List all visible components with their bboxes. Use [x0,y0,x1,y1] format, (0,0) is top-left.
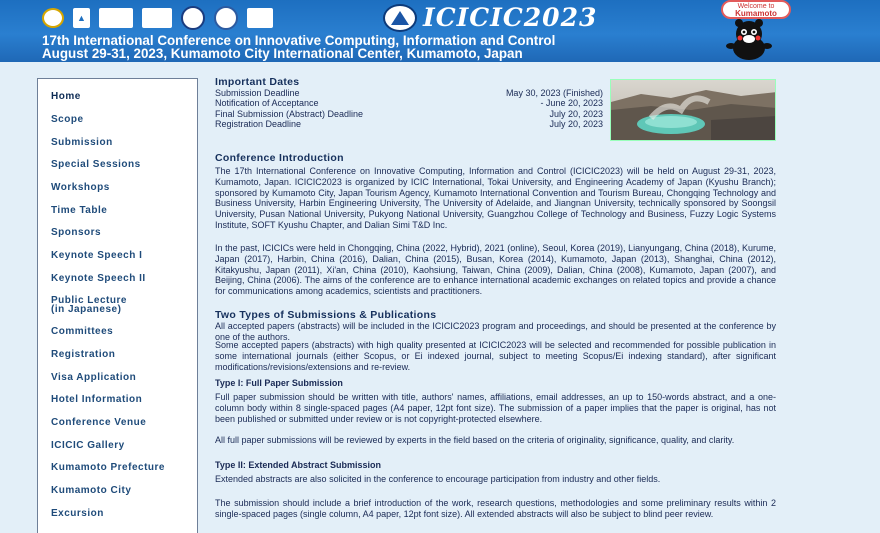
welcome-small-text: Welcome to [737,3,775,10]
sidebar-item-keynote-speech-1[interactable]: Keynote Speech I [51,250,143,261]
date-value-submission: May 30, 2023 (Finished) [505,88,603,98]
type2-paragraph-1: Extended abstracts are also solicited in the conference to encourage participation from industry and other fields. [215,474,661,484]
sponsor-logo-3[interactable] [99,8,133,28]
date-label-submission: Submission Deadline [215,88,300,98]
header-conference-name: 17th International Conference on Innovative Computing, Information and Control [42,33,556,48]
welcome-badge [721,0,791,19]
date-value-registration: July 20, 2023 [549,119,603,129]
type2-paragraph-2: The submission should include a brief introduction of the work, research questions, methodologies and some preliminary results within 2 single-spaced pages (single column, A4 paper, 12pt font size). All extended abstracts will also be subject to blind peer review. [215,498,776,519]
sidebar-item-kumamoto-prefecture[interactable]: Kumamoto Prefecture [51,462,165,473]
sponsor-logo-1[interactable] [42,8,64,28]
conference-title: ICICIC2023 [423,3,598,32]
type2-heading: Type II: Extended Abstract Submission [215,460,382,470]
header-date-venue: August 29-31, 2023, Kumamoto City International Center, Kumamoto, Japan [42,46,523,61]
sidebar-item-time-table[interactable]: Time Table [51,205,108,216]
volcano-crater-image [611,80,776,141]
submissions-paragraph-1: All accepted papers (abstracts) will be included in the ICICIC2023 program and proceedings, and should be presented at the conference by one of the authors. [215,321,776,342]
date-value-final-submission: July 20, 2023 [549,109,603,119]
kumamon-mascot-icon [726,18,772,60]
sidebar-item-hotel-information[interactable]: Hotel Information [51,394,143,405]
sidebar-item-submission[interactable]: Submission [51,137,113,148]
important-dates-heading: Important Dates [215,76,300,88]
submissions-heading: Two Types of Submissions & Publications [215,309,437,321]
conference-logo [383,3,597,32]
sponsor-logo-6[interactable] [214,6,238,30]
sidebar-item-kumamoto-city[interactable]: Kumamoto City [51,485,132,496]
sidebar-item-sponsors[interactable]: Sponsors [51,227,102,238]
sidebar-item-scope[interactable]: Scope [51,114,84,125]
submissions-paragraph-2: Some accepted papers (abstracts) with high quality presented at ICICIC2023 will be selected and recommended for possible publication in some international journals (either Scopus, or Ei indexed journal, subject to meeting Scopus/Ei indexing standard), after significant modifications/revisions/extensions and re-review. [215,340,776,372]
page-header [0,0,880,62]
sidebar-nav [37,78,198,533]
date-label-notification: Notification of Acceptance [215,98,319,108]
sidebar-item-home[interactable]: Home [51,91,81,102]
intro-paragraph-2: In the past, ICICICs were held in Chongqing, China (2022, Hybrid), 2021 (online), Seoul, Korea (2019), Lianyungang, China (2018), Kurume, Japan (2017), Harbin, China (2016), Dalian, China (2015), Busan, Korea (2014), Kumamoto, Japan (2013), Shanghai, China (2012), Kitakyushu, Japan (2011), Xi'an, China (2010), Kaohsiung, Taiwan, China (2009), Dalian, China (2008), Kumamoto, Japan (2007), and Beijing, China (2006). The aims of the conference are to enhance international academic exchanges on related topics and provide a chance for communications among academics, scientists and practitioners. [215,243,776,297]
sidebar-item-committees[interactable]: Committees [51,326,114,337]
sidebar-item-excursion[interactable]: Excursion [51,508,104,519]
conference-emblem-icon [383,4,417,32]
sidebar-item-special-sessions[interactable]: Special Sessions [51,159,141,170]
type1-paragraph-2: All full paper submissions will be reviewed by experts in the field based on the criteria of originality, significance, quality, and clarity. [215,435,735,445]
sponsor-logos [42,7,273,29]
type1-heading: Type I: Full Paper Submission [215,378,343,388]
conference-introduction-heading: Conference Introduction [215,152,344,164]
sidebar-item-public-lecture[interactable]: Public Lecture [51,295,127,306]
welcome-big-text: Kumamoto [735,9,777,18]
sidebar-item-registration[interactable]: Registration [51,349,116,360]
sidebar-item-public-lecture-sub[interactable]: (in Japanese) [51,304,122,315]
date-label-final-submission: Final Submission (Abstract) Deadline [215,109,364,119]
sidebar-item-visa-application[interactable]: Visa Application [51,372,137,383]
sidebar-item-icicic-gallery[interactable]: ICICIC Gallery [51,440,125,451]
volcano-crater-photo [610,79,776,141]
sidebar-item-keynote-speech-2[interactable]: Keynote Speech II [51,273,146,284]
sidebar-item-conference-venue[interactable]: Conference Venue [51,417,147,428]
date-value-notification: - June 20, 2023 [540,98,603,108]
sponsor-logo-2[interactable]: ▲ [73,8,90,28]
sponsor-logo-7[interactable] [247,8,273,28]
intro-paragraph-1: The 17th International Conference on Innovative Computing, Information and Control (ICICIC2023) will be held on August 29-31, 2023, Kumamoto, Japan. ICICIC2023 is organized by ICIC International, Tokai University, and Engineering Academy of Japan (Kyushu Branch); sponsored by Kumamoto City, Japan Tourism Agency, Kumamoto International Convention and Tourism Bureau, Chongqing Technology and Business University, Harbin Engineering University, The University of Adelaide, and Jiangnan University, technically sponsored by Soongsil University, Pusan National University, Pukyong National University, Guangzhou College of Technology and Business, Fuzzy Logic Systems Institute, SOFT Kyushu Chapter, and Dalian Simi T&D Inc. [215,166,776,230]
sidebar-item-workshops[interactable]: Workshops [51,182,110,193]
sponsor-logo-4[interactable] [142,8,172,28]
sponsor-logo-5[interactable] [181,6,205,30]
date-label-registration: Registration Deadline [215,119,302,129]
type1-paragraph-1: Full paper submission should be written with title, authors' names, affiliations, email addresses, an up to 150-words abstract, and a one-column body within 8 single-spaced pages (A4 paper, 12pt font size). The submission of a paper implies that the paper is original, has not been published or submitted under review or is not copyright-protected elsewhere. [215,392,776,424]
